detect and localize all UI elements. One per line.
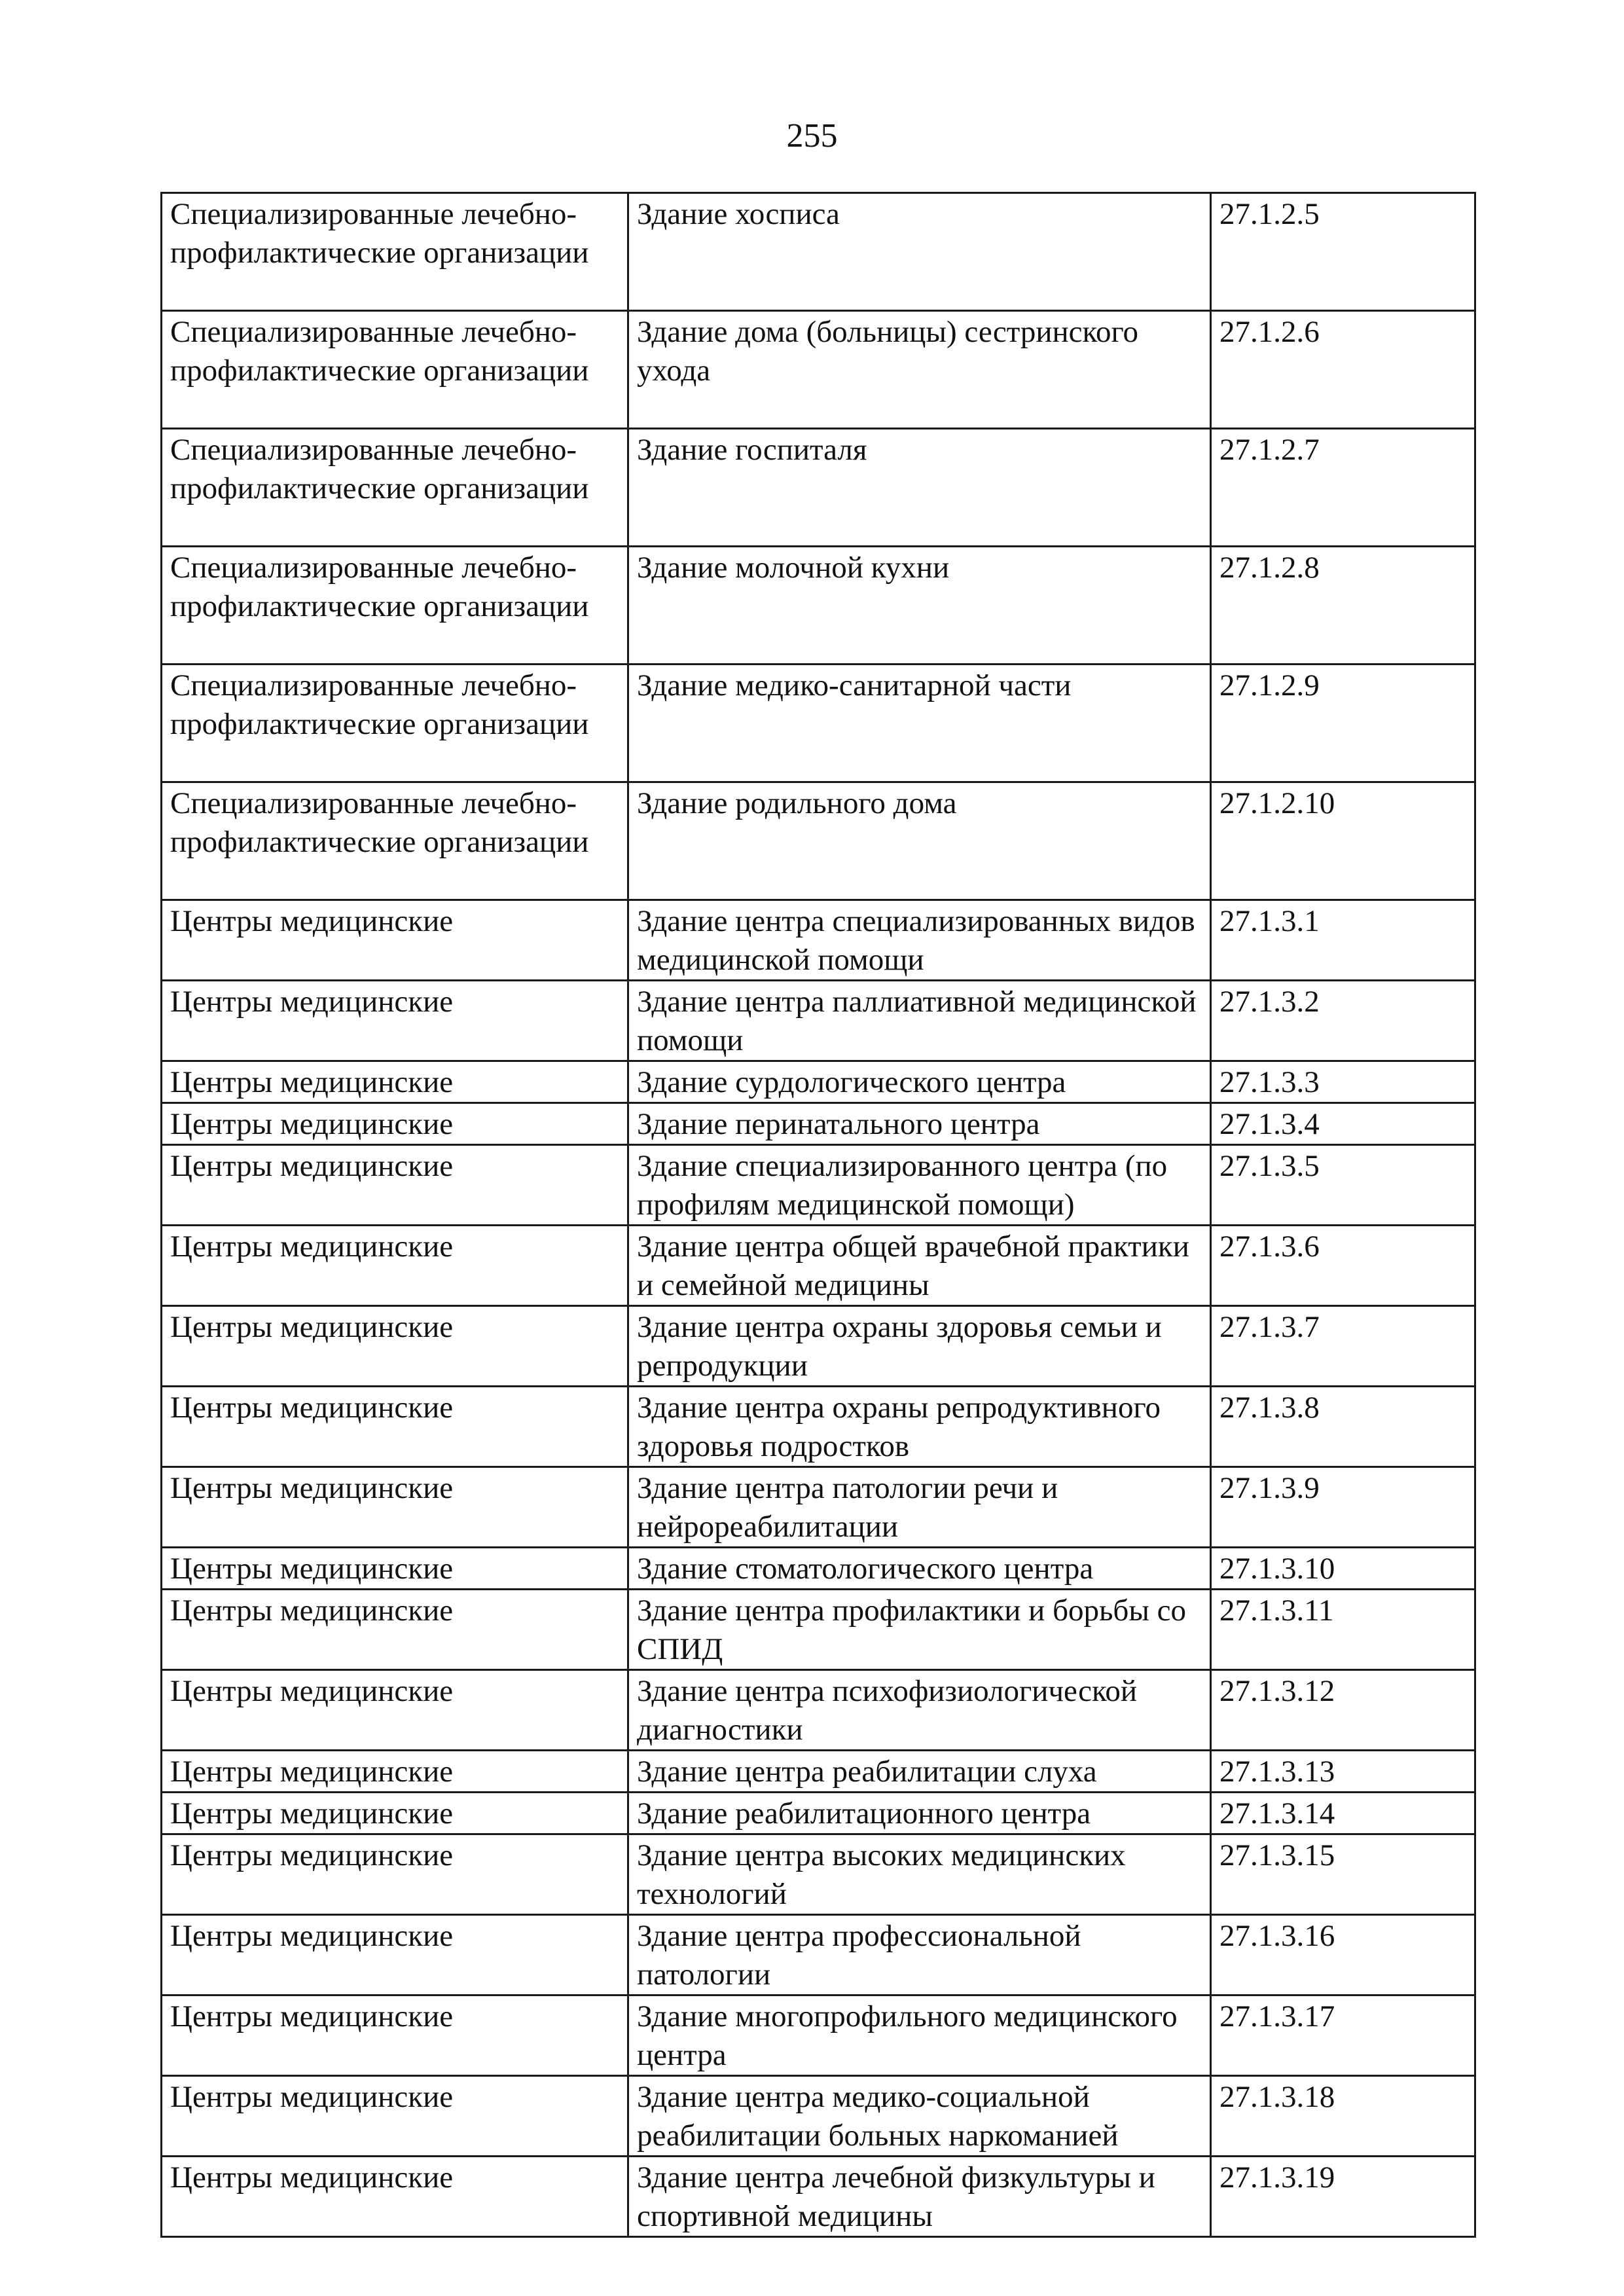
building-classification-table bbox=[160, 192, 1476, 2238]
table-row bbox=[162, 311, 1475, 429]
code-cell: 27.1.2.6 bbox=[1211, 311, 1475, 429]
building-name-cell: Здание сурдологического центра bbox=[628, 1061, 1211, 1103]
table-row bbox=[162, 193, 1475, 311]
table-row bbox=[162, 1590, 1475, 1670]
building-name-cell: Здание центра психофизиологической диагностики bbox=[628, 1670, 1211, 1751]
building-name-cell: Здание центра высоких медицинских технологий bbox=[628, 1834, 1211, 1915]
table-row bbox=[162, 429, 1475, 547]
table-row bbox=[162, 1103, 1475, 1145]
code-cell: 27.1.3.5 bbox=[1211, 1145, 1475, 1226]
building-name-cell: Здание медико-санитарной части bbox=[628, 665, 1211, 782]
building-name-cell: Здание стоматологического центра bbox=[628, 1548, 1211, 1590]
code-cell: 27.1.2.8 bbox=[1211, 547, 1475, 665]
building-name-cell: Здание центра общей врачебной практики и семейной медицины bbox=[628, 1226, 1211, 1306]
category-cell: Специализированные лечебно-профилактические организации bbox=[162, 665, 628, 782]
category-cell: Центры медицинские bbox=[162, 2076, 628, 2157]
category-cell: Центры медицинские bbox=[162, 981, 628, 1061]
building-name-cell: Здание центра медико-социальной реабилитации больных наркоманией bbox=[628, 2076, 1211, 2157]
building-name-cell: Здание перинатального центра bbox=[628, 1103, 1211, 1145]
category-cell: Специализированные лечебно-профилактические организации bbox=[162, 547, 628, 665]
category-cell: Центры медицинские bbox=[162, 1793, 628, 1834]
category-cell: Центры медицинские bbox=[162, 1590, 628, 1670]
building-name-cell: Здание хосписа bbox=[628, 193, 1211, 311]
code-cell: 27.1.3.8 bbox=[1211, 1387, 1475, 1467]
code-cell: 27.1.3.15 bbox=[1211, 1834, 1475, 1915]
table-row bbox=[162, 1751, 1475, 1793]
building-name-cell: Здание центра специализированных видов медицинской помощи bbox=[628, 900, 1211, 981]
building-name-cell: Здание госпиталя bbox=[628, 429, 1211, 547]
table-row bbox=[162, 1306, 1475, 1387]
code-cell: 27.1.3.17 bbox=[1211, 1995, 1475, 2076]
table-row bbox=[162, 1061, 1475, 1103]
category-cell: Центры медицинские bbox=[162, 2157, 628, 2237]
building-name-cell: Здание центра охраны репродуктивного здоровья подростков bbox=[628, 1387, 1211, 1467]
code-cell: 27.1.3.16 bbox=[1211, 1915, 1475, 1995]
page-number: 255 bbox=[786, 117, 838, 155]
table-row bbox=[162, 782, 1475, 900]
code-cell: 27.1.3.1 bbox=[1211, 900, 1475, 981]
table-row bbox=[162, 665, 1475, 782]
category-cell: Специализированные лечебно-профилактические организации bbox=[162, 311, 628, 429]
building-name-cell: Здание центра паллиативной медицинской помощи bbox=[628, 981, 1211, 1061]
table-row bbox=[162, 900, 1475, 981]
category-cell: Центры медицинские bbox=[162, 1915, 628, 1995]
table-row bbox=[162, 1548, 1475, 1590]
code-cell: 27.1.2.10 bbox=[1211, 782, 1475, 900]
table-row bbox=[162, 981, 1475, 1061]
code-cell: 27.1.3.10 bbox=[1211, 1548, 1475, 1590]
code-cell: 27.1.2.5 bbox=[1211, 193, 1475, 311]
category-cell: Центры медицинские bbox=[162, 1226, 628, 1306]
code-cell: 27.1.2.7 bbox=[1211, 429, 1475, 547]
category-cell: Центры медицинские bbox=[162, 1670, 628, 1751]
code-cell: 27.1.3.7 bbox=[1211, 1306, 1475, 1387]
code-cell: 27.1.3.13 bbox=[1211, 1751, 1475, 1793]
code-cell: 27.1.3.3 bbox=[1211, 1061, 1475, 1103]
table-row bbox=[162, 1915, 1475, 1995]
table-row bbox=[162, 547, 1475, 665]
code-cell: 27.1.3.19 bbox=[1211, 2157, 1475, 2237]
category-cell: Специализированные лечебно-профилактические организации bbox=[162, 782, 628, 900]
table-row bbox=[162, 1834, 1475, 1915]
code-cell: 27.1.3.11 bbox=[1211, 1590, 1475, 1670]
table-row bbox=[162, 1226, 1475, 1306]
table-row bbox=[162, 2076, 1475, 2157]
table-row bbox=[162, 2157, 1475, 2237]
table-row bbox=[162, 1145, 1475, 1226]
category-cell: Центры медицинские bbox=[162, 1306, 628, 1387]
category-cell: Центры медицинские bbox=[162, 1751, 628, 1793]
code-cell: 27.1.3.14 bbox=[1211, 1793, 1475, 1834]
building-name-cell: Здание специализированного центра (по профилям медицинской помощи) bbox=[628, 1145, 1211, 1226]
building-name-cell: Здание центра реабилитации слуха bbox=[628, 1751, 1211, 1793]
building-name-cell: Здание многопрофильного медицинского центра bbox=[628, 1995, 1211, 2076]
category-cell: Центры медицинские bbox=[162, 1103, 628, 1145]
category-cell: Центры медицинские bbox=[162, 1467, 628, 1548]
code-cell: 27.1.3.9 bbox=[1211, 1467, 1475, 1548]
category-cell: Центры медицинские bbox=[162, 1145, 628, 1226]
table-row bbox=[162, 1387, 1475, 1467]
code-cell: 27.1.2.9 bbox=[1211, 665, 1475, 782]
code-cell: 27.1.3.2 bbox=[1211, 981, 1475, 1061]
building-name-cell: Здание центра охраны здоровья семьи и репродукции bbox=[628, 1306, 1211, 1387]
building-name-cell: Здание родильного дома bbox=[628, 782, 1211, 900]
category-cell: Специализированные лечебно-профилактические организации bbox=[162, 193, 628, 311]
category-cell: Центры медицинские bbox=[162, 1061, 628, 1103]
table-row bbox=[162, 1995, 1475, 2076]
building-name-cell: Здание дома (больницы) сестринского ухода bbox=[628, 311, 1211, 429]
building-name-cell: Здание реабилитационного центра bbox=[628, 1793, 1211, 1834]
code-cell: 27.1.3.12 bbox=[1211, 1670, 1475, 1751]
building-name-cell: Здание молочной кухни bbox=[628, 547, 1211, 665]
code-cell: 27.1.3.18 bbox=[1211, 2076, 1475, 2157]
category-cell: Центры медицинские bbox=[162, 1995, 628, 2076]
table-row bbox=[162, 1670, 1475, 1751]
code-cell: 27.1.3.6 bbox=[1211, 1226, 1475, 1306]
category-cell: Специализированные лечебно-профилактические организации bbox=[162, 429, 628, 547]
building-name-cell: Здание центра профессиональной патологии bbox=[628, 1915, 1211, 1995]
table-body bbox=[162, 193, 1475, 2237]
building-name-cell: Здание центра патологии речи и нейрореабилитации bbox=[628, 1467, 1211, 1548]
category-cell: Центры медицинские bbox=[162, 900, 628, 981]
building-name-cell: Здание центра лечебной физкультуры и спортивной медицины bbox=[628, 2157, 1211, 2237]
table-row bbox=[162, 1793, 1475, 1834]
code-cell: 27.1.3.4 bbox=[1211, 1103, 1475, 1145]
building-name-cell: Здание центра профилактики и борьбы со СПИД bbox=[628, 1590, 1211, 1670]
category-cell: Центры медицинские bbox=[162, 1548, 628, 1590]
category-cell: Центры медицинские bbox=[162, 1387, 628, 1467]
category-cell: Центры медицинские bbox=[162, 1834, 628, 1915]
table-row bbox=[162, 1467, 1475, 1548]
